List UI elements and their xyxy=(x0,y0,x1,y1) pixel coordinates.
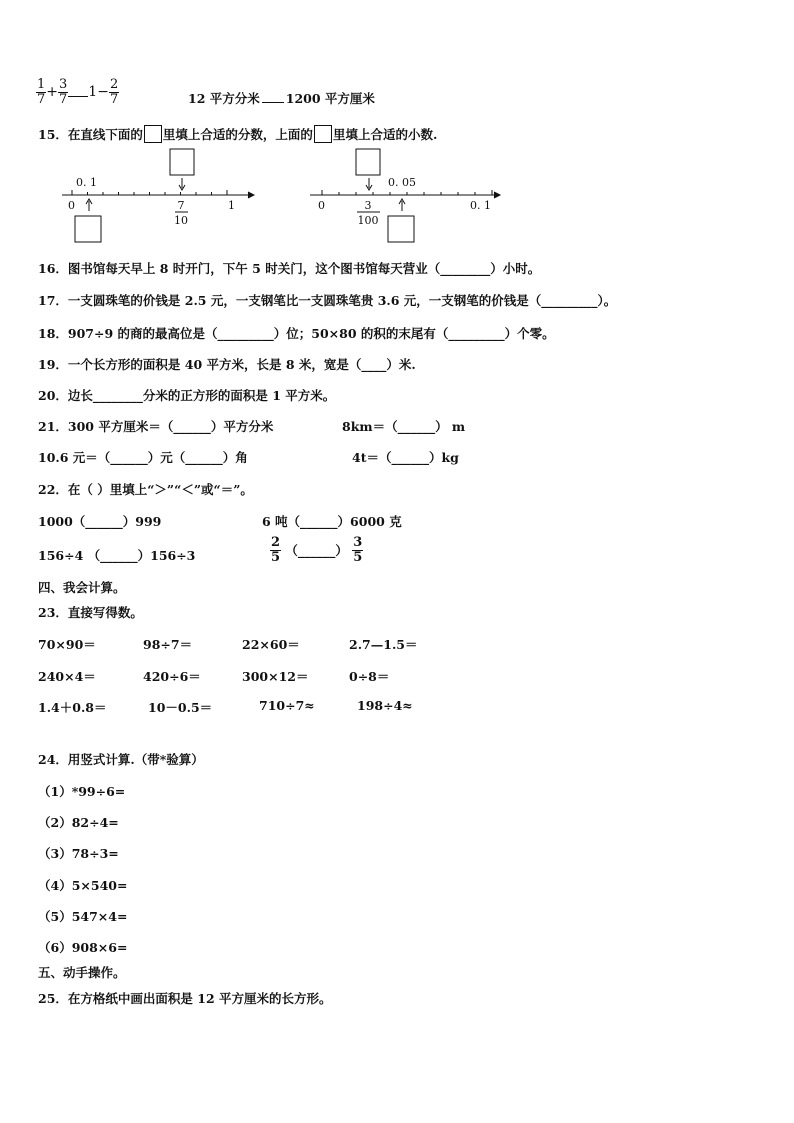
q23-r1c1: 70×90＝ xyxy=(38,637,96,652)
answer-box-icon xyxy=(144,125,162,143)
q23-r3c2: 10－0.5＝ xyxy=(148,700,213,715)
fraction-1-7: $\frac{1}{7}$ xyxy=(37,77,46,107)
q23-r2c2: 420÷6＝ xyxy=(143,669,201,684)
fraction-3-5: $\frac{3}{5}$ xyxy=(353,535,363,565)
q22-b: 6 吨（______）6000 克 xyxy=(262,514,402,529)
q24-item-6: （6）908×6= xyxy=(38,940,128,955)
number-line-2 xyxy=(306,146,506,246)
frac-num: 3 xyxy=(364,199,372,212)
q25-text: 25．在方格纸中画出面积是 12 平方厘米的长方形。 xyxy=(38,991,332,1006)
q24-title: 24．用竖式计算.（带*验算） xyxy=(38,752,204,767)
q24-item-1: （1）*99÷6= xyxy=(38,784,126,799)
label-zero: 0 xyxy=(68,199,75,212)
frac-den: 10 xyxy=(174,214,188,227)
q14-expression xyxy=(36,78,119,106)
frac-den: 100 xyxy=(357,214,379,227)
answer-box-icon xyxy=(314,125,332,143)
q21-a: 21．300 平方厘米＝（______）平方分米 xyxy=(38,419,274,434)
label-top: 0. 05 xyxy=(388,176,416,189)
q22-a: 1000（______）999 xyxy=(38,514,162,529)
q23-r2c3: 300×12＝ xyxy=(242,669,309,684)
axis-arrow-icon xyxy=(248,192,254,198)
one-minus: 1− xyxy=(88,84,109,101)
label-one: 1 xyxy=(228,199,235,212)
q19-text: 19．一个长方形的面积是 40 平方米，长是 8 米，宽是（____）米. xyxy=(38,357,416,372)
q23-r1c4: 2.7—1.5＝ xyxy=(349,637,418,652)
fraction-2-7: $\frac{2}{7}$ xyxy=(109,77,119,107)
q18-text: 18．907÷9 的商的最高位是（_________）位；50×80 的积的末尾有（_________）个零。 xyxy=(38,326,555,341)
q23-r3c1: 1.4＋0.8＝ xyxy=(38,700,107,715)
q15-text: 15．在直线下面的 里填上合适的分数，上面的 里填上合适的小数. xyxy=(38,127,438,142)
label-end: 0. 1 xyxy=(470,199,491,212)
q23-r3c3: 710÷7≈ xyxy=(259,698,315,713)
answer-box-bottom[interactable] xyxy=(75,216,101,242)
q14-area-compare: 12 平方分米 1200 平方厘米 xyxy=(188,91,375,106)
section-4-title: 四、我会计算。 xyxy=(38,580,126,595)
fraction-2-5: $\frac{2}{5}$ xyxy=(271,535,281,565)
q17-text: 17．一支圆珠笔的价钱是 2.5 元，一支钢笔比一支圆珠笔贵 3.6 元，一支钢笔的价钱是（_________）。 xyxy=(38,293,617,308)
q22-c: 156÷4 （______）156÷3 xyxy=(38,548,196,563)
q23-r1c3: 22×60＝ xyxy=(242,637,300,652)
fraction-3-7: $\frac{3}{7}$ xyxy=(59,77,68,107)
q24-item-5: （5）547×4= xyxy=(38,909,128,924)
q23-r1c2: 98÷7＝ xyxy=(143,637,193,652)
q24-item-4: （4）5×540= xyxy=(38,878,128,893)
q22-d: $\frac{2}{5}$ （______） $\frac{3}{5}$ xyxy=(271,535,363,565)
q24-item-2: （2）82÷4= xyxy=(38,815,119,830)
answer-blank[interactable] xyxy=(68,96,88,97)
section-5-title: 五、动手操作。 xyxy=(38,965,126,980)
q23-r3c4: 198÷4≈ xyxy=(357,698,413,713)
answer-blank[interactable] xyxy=(262,102,284,103)
q23-r2c4: 0÷8＝ xyxy=(349,669,390,684)
q23-r2c1: 240×4＝ xyxy=(38,669,96,684)
axis-arrow-icon xyxy=(494,192,500,198)
q21-d: 4t＝（______）kg xyxy=(352,450,459,465)
tick-marks xyxy=(72,190,227,195)
answer-box-top[interactable] xyxy=(356,149,380,175)
frac-num: 7 xyxy=(177,199,185,212)
q22-title: 22．在（ ）里填上“＞”“＜”或“＝”。 xyxy=(38,482,253,497)
q16-text: 16．图书馆每天早上 8 时开门，下午 5 时关门，这个图书馆每天营业（________）小时。 xyxy=(38,261,541,276)
answer-box-bottom[interactable] xyxy=(388,216,414,242)
label-zero: 0 xyxy=(318,199,325,212)
q20-text: 20．边长________分米的正方形的面积是 1 平方米。 xyxy=(38,388,336,403)
q21-c: 10.6 元＝（______）元（______）角 xyxy=(38,450,248,465)
label-top: 0. 1 xyxy=(76,176,97,189)
q21-b: 8km＝（______） m xyxy=(342,419,466,434)
q23-title: 23．直接写得数。 xyxy=(38,605,143,620)
q24-item-3: （3）78÷3= xyxy=(38,846,119,861)
answer-box-top[interactable] xyxy=(170,149,194,175)
number-line-1 xyxy=(58,146,258,246)
plus-sign: + xyxy=(46,84,59,101)
tick-marks xyxy=(322,190,492,195)
